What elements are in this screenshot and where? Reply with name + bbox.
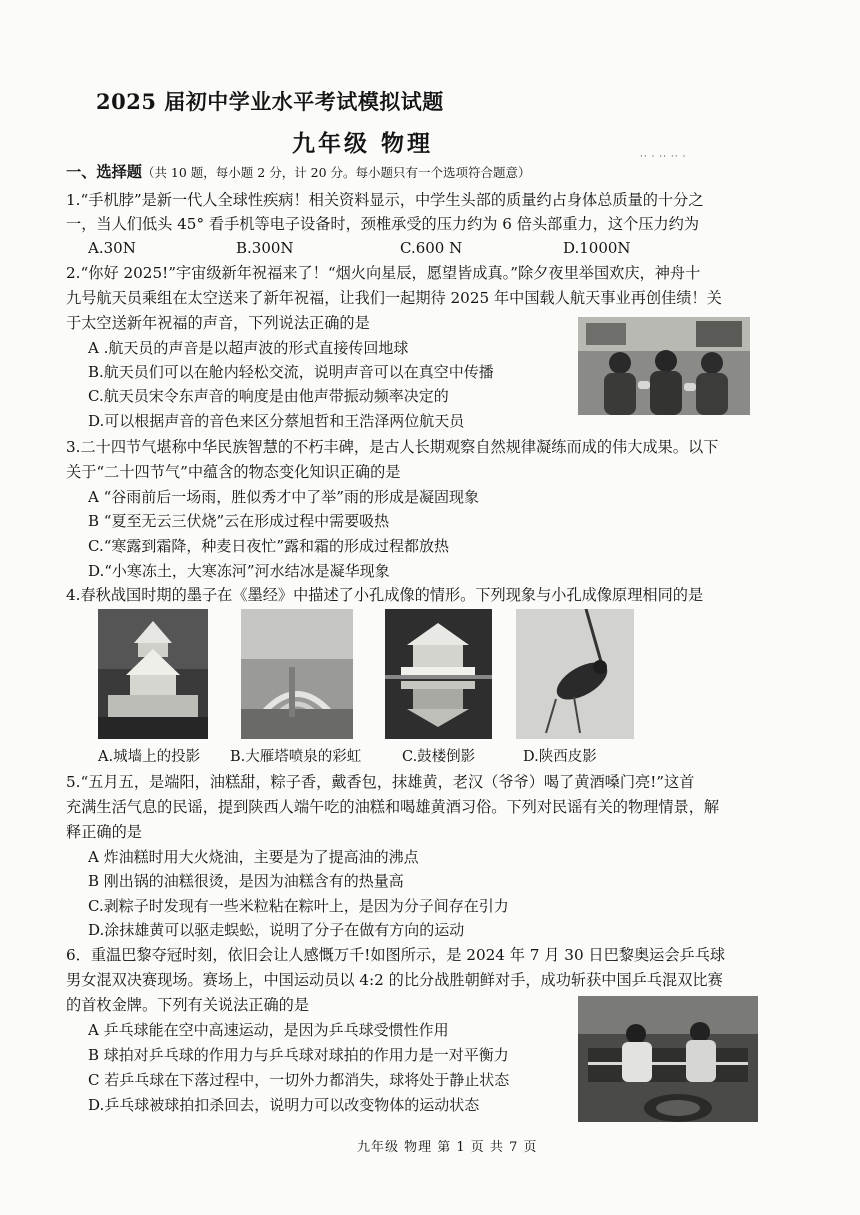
shadow-puppet-illustration <box>516 609 634 739</box>
q1-option-d: D.1000N <box>563 239 631 257</box>
q6-line3: 的首枚金牌。下列有关说法正确的是 <box>66 996 309 1014</box>
table-tennis-photo <box>578 996 758 1122</box>
fountain-illustration <box>241 609 353 739</box>
section-heading <box>66 162 531 183</box>
caption-d: D.陕西皮影 <box>523 749 597 765</box>
q6-line2: 男女混双决赛现场。赛场上，中国运动员以 4:2 的比分战胜朝鲜对手，成功斩获中国乒乓混双比赛 <box>66 971 723 989</box>
q2-line3: 于太空送新年祝福的声音，下列说法正确的是 <box>66 314 370 332</box>
caption-b: B.大雁塔喷泉的彩虹 <box>230 749 362 765</box>
q5-line2: 充满生活气息的民谣，提到陕西人端午吃的油糕和喝雄黄酒习俗。下列对民谣有关的物理情景，解 <box>66 798 720 816</box>
q5-option-a: A 炸油糕时用大火烧油，主要是为了提高油的沸点 <box>88 848 419 866</box>
q3-line1: 3.二十四节气堪称中华民族智慧的不朽丰碑，是古人长期观察自然规律凝练而成的伟大成果。以下 <box>66 438 719 456</box>
city-wall-illustration <box>98 609 208 739</box>
exam-subtitle: 九年级 物理 <box>292 130 434 157</box>
q3-option-d: D.“小寒冻土，大寒冻河”河水结冰是凝华现象 <box>88 562 390 580</box>
q6-line1: 6．重温巴黎夺冠时刻，依旧会让人感慨万千!如图所示，是 2024 年 7 月 30 日巴黎奥运会乒乓球 <box>66 946 726 964</box>
q1-option-b: B.300N <box>236 239 294 257</box>
q2-line2: 九号航天员乘组在太空送来了新年祝福，让我们一起期待 2025 年中国载人航天事业再创佳绩！关 <box>66 289 722 307</box>
section-title: 一、选择题 <box>66 163 142 181</box>
caption-a: A.城墙上的投影 <box>98 749 201 765</box>
q6-option-a: A 乒乓球能在空中高速运动，是因为乒乓球受惯性作用 <box>88 1021 449 1039</box>
photo-shadow-puppet <box>516 609 634 739</box>
q1-line2: 一，当人们低头 45° 看手机等电子设备时，颈椎承受的压力约为 6 倍头部重力，这个压力约为 <box>66 215 700 233</box>
photo-fountain-rainbow <box>241 609 353 739</box>
q5-line1: 5.“五月五，是端阳，油糕甜，粽子香，戴香包，抹雄黄，老汉（爷爷）喝了黄酒嗓门亮!”这首 <box>66 773 695 791</box>
q6-option-c: C 若乒乓球在下落过程中，一切外力都消失，球将处于静止状态 <box>88 1071 510 1089</box>
q2-option-c: C.航天员宋令东声音的响度是由他声带振动频率决定的 <box>88 387 449 405</box>
astronauts-illustration <box>578 317 750 415</box>
photo-drum-tower-reflection <box>385 609 492 739</box>
q1-option-a: A.30N <box>88 239 136 257</box>
q5-option-b: B 刚出锅的油糕很烫，是因为油糕含有的热量高 <box>88 872 404 890</box>
q3-option-c: C.“寒露到霜降，种麦日夜忙”露和霜的形成过程都放热 <box>88 537 450 555</box>
page-footer: 九年级 物理 第 1 页 共 7 页 <box>357 1140 538 1155</box>
q2-line1: 2.“你好 2025!”宇宙级新年祝福来了！“烟火向星辰，愿望皆成真。”除夕夜里举国欢庆，神舟十 <box>66 264 701 282</box>
q5-option-d: D.涂抹雄黄可以驱走蜈蚣，说明了分子在做有方向的运动 <box>88 921 465 939</box>
section-note: （共 10 题，每小题 2 分，计 20 分。每小题只有一个选项符合题意） <box>141 165 531 180</box>
q4-line1: 4.春秋战国时期的墨子在《墨经》中描述了小孔成像的情形。下列现象与小孔成像原理相同的是 <box>66 586 704 604</box>
q3-option-b: B “夏至无云三伏烧”云在形成过程中需要吸热 <box>88 512 390 530</box>
q2-option-b: B.航天员们可以在舱内轻松交流，说明声音可以在真空中传播 <box>88 363 494 381</box>
q3-line2: 关于“二十四节气”中蕴含的物态变化知识正确的是 <box>66 463 401 481</box>
astronauts-photo <box>578 317 750 415</box>
photo-city-wall-shadow <box>98 609 208 739</box>
q6-option-b: B 球拍对乒乓球的作用力与乒乓球对球拍的作用力是一对平衡力 <box>88 1046 509 1064</box>
q6-option-d: D.乒乓球被球拍扣杀回去，说明力可以改变物体的运动状态 <box>88 1096 480 1114</box>
q5-line3: 释正确的是 <box>66 823 142 841</box>
caption-c: C.鼓楼倒影 <box>402 749 476 765</box>
q2-option-d: D.可以根据声音的音色来区分蔡旭哲和王浩泽两位航天员 <box>88 412 465 430</box>
q1-line1: 1.“手机脖”是新一代人全球性疾病！相关资料显示，中学生头部的质量约占身体总质量的十分之 <box>66 191 704 209</box>
q3-option-a: A “谷雨前后一场雨，胜似秀才中了举”雨的形成是凝固现象 <box>88 488 479 506</box>
scan-speck: ·· · ·· ·· · <box>640 152 687 162</box>
q5-option-c: C.剥粽子时发现有一些米粒粘在粽叶上，是因为分子间存在引力 <box>88 897 509 915</box>
q2-option-a: A .航天员的声音是以超声波的形式直接传回地球 <box>88 339 409 357</box>
table-tennis-illustration <box>578 996 758 1122</box>
q1-option-c: C.600 N <box>400 239 463 257</box>
drum-tower-illustration <box>385 609 492 739</box>
exam-title: 2025 届初中学业水平考试模拟试题 <box>96 89 444 114</box>
